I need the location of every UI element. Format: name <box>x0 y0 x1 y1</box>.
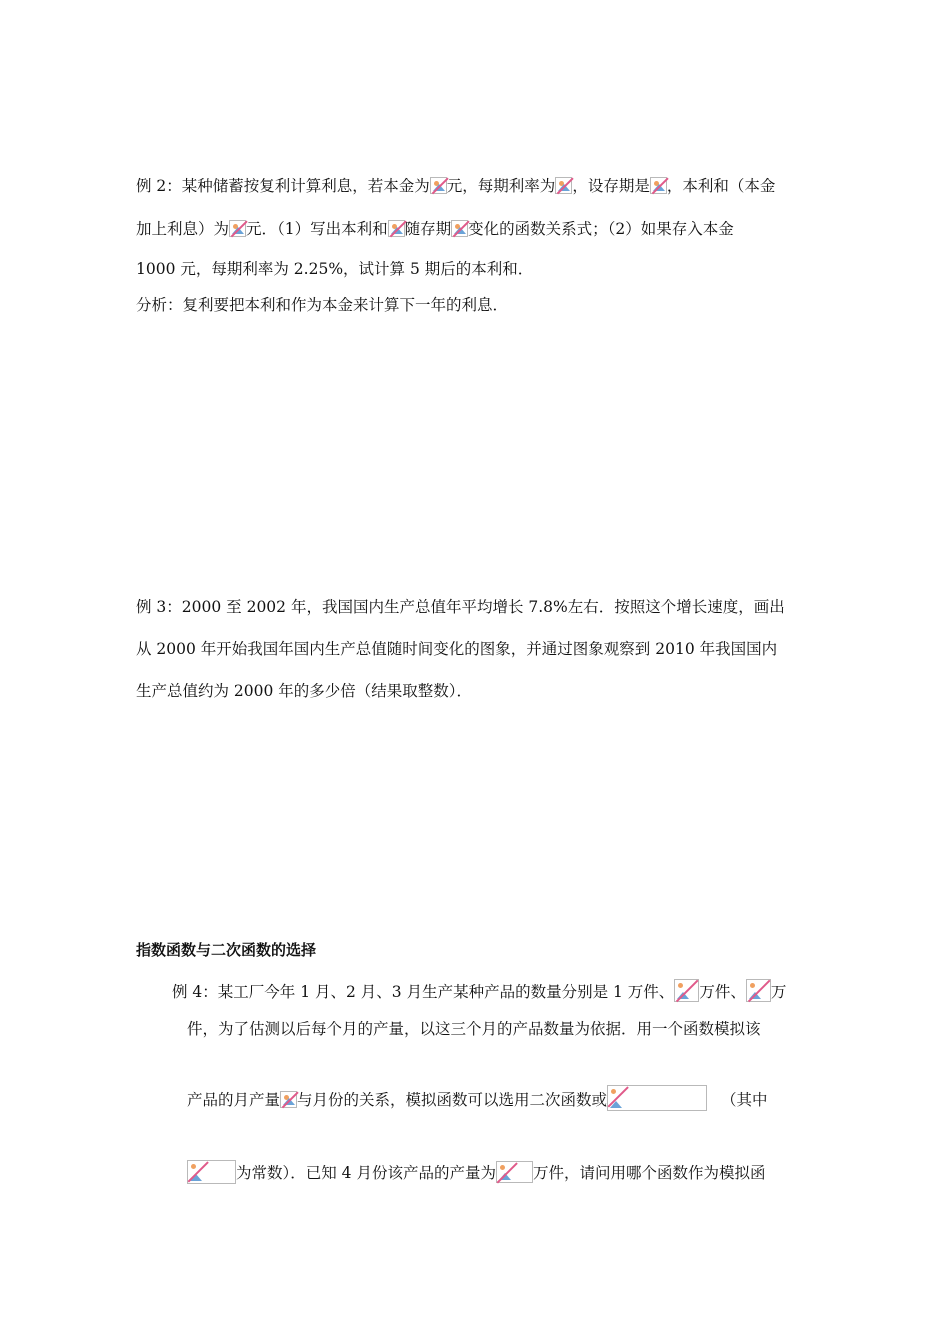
formula-image-icon <box>430 177 447 194</box>
ex4-line-1: 例 4：某工厂今年 1 月、2 月、3 月生产某种产品的数量分别是 1 万件、 万件、 万 <box>172 979 786 1002</box>
formula-image-icon <box>746 979 771 1002</box>
formula-image-icon <box>187 1160 236 1184</box>
formula-image-icon <box>650 177 667 194</box>
ex3-line-2: 从 2000 年开始我国年国内生产总值随时间变化的图象，并通过图象观察到 2010 年我国国内 <box>136 640 778 658</box>
formula-image-icon <box>388 220 405 237</box>
ex2-line-2: 加上利息）为 元．（1）写出本利和 随存期 变化的函数关系式；（2）如果存入本金 <box>136 220 734 238</box>
ex3-line-1: 例 3：2000 至 2002 年，我国国内生产总值年平均增长 7.8%左右．按照这个增长速度，画出 <box>136 598 785 616</box>
section-title: 指数函数与二次函数的选择 <box>136 941 317 959</box>
formula-image-icon <box>451 220 468 237</box>
formula-image-icon <box>607 1085 707 1111</box>
ex4-line-4: 为常数）．已知 4 月份该产品的产量为 万件，请问用哪个函数作为模拟函 <box>187 1160 765 1184</box>
formula-image-icon <box>496 1161 533 1183</box>
ex2-analysis: 分析：复利要把本利和作为本金来计算下一年的利息． <box>136 296 509 314</box>
formula-image-icon <box>229 220 246 237</box>
formula-image-icon <box>555 177 572 194</box>
ex2-line-3: 1000 元，每期利率为 2.25%，试计算 5 期后的本利和． <box>136 260 534 278</box>
ex2-line-1: 例 2：某种储蓄按复利计算利息，若本金为 元，每期利率为 ，设存期是 ，本利和（本金 <box>136 177 776 195</box>
ex3-line-3: 生产总值约为 2000 年的多少倍（结果取整数）． <box>136 682 473 700</box>
formula-image-icon <box>280 1091 297 1108</box>
ex4-line-2: 件，为了估测以后每个月的产量，以这三个月的产品数量为依据．用一个函数模拟该 <box>187 1020 761 1038</box>
ex4-line-3: 产品的月产量 与月份的关系，模拟函数可以选用二次函数或 （其中 <box>187 1085 768 1111</box>
formula-image-icon <box>674 979 699 1002</box>
